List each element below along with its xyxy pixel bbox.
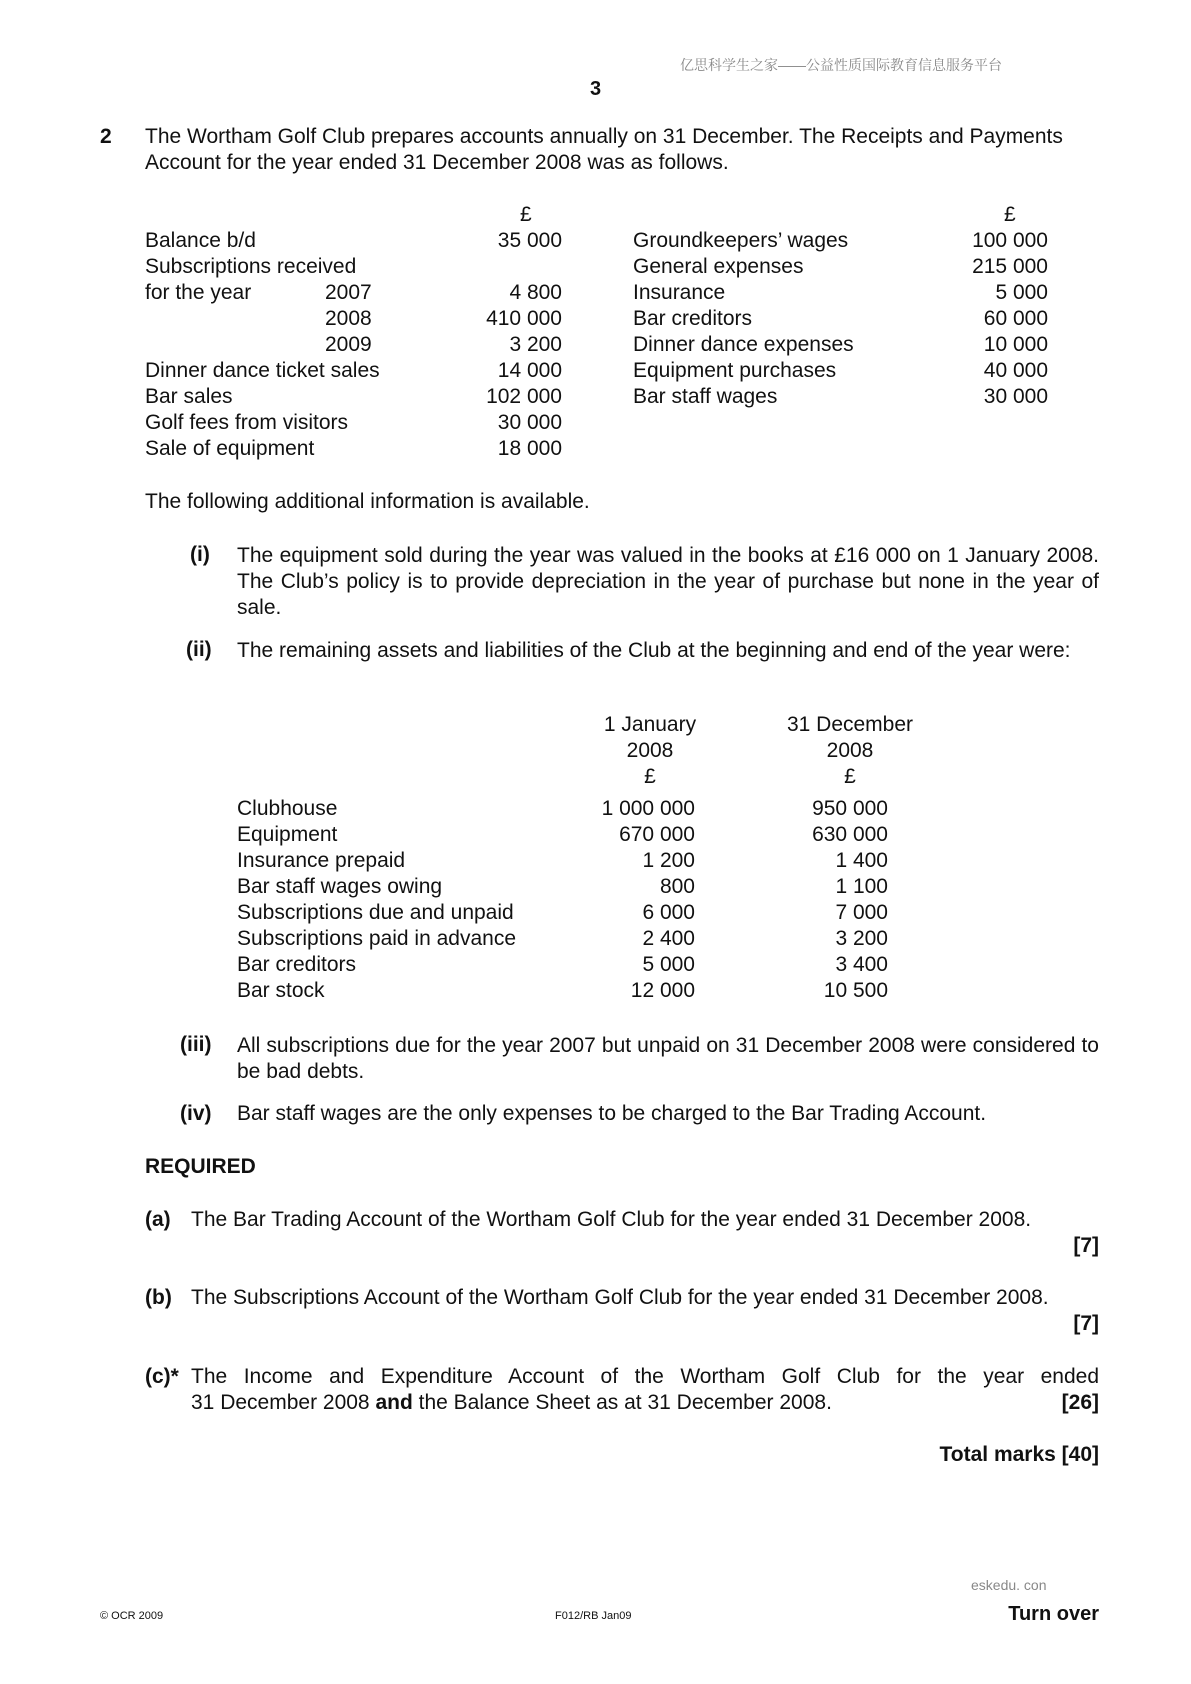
part-c-text-line2-pre: 31 December 2008 (191, 1391, 376, 1414)
additional-intro: The following additional information is available. (145, 490, 590, 513)
receipt-label: for the year (145, 281, 252, 304)
payment-label: General expenses (633, 255, 804, 278)
payment-label: Groundkeepers’ wages (633, 229, 849, 252)
balance-start: 800 (659, 875, 695, 898)
question-intro-line2: Account for the year ended 31 December 2008 was as follows. (145, 151, 729, 174)
balance-end: 10 500 (823, 979, 888, 1002)
part-b-label: (b) (145, 1286, 172, 1309)
balance-label: Clubhouse (237, 797, 338, 820)
part-a-marks: [7] (1073, 1234, 1099, 1257)
header-watermark: 亿思科学生之家——公益性质国际教育信息服务平台 (680, 57, 1002, 73)
balances-col1-currency: £ (644, 765, 656, 788)
receipt-label: Balance b/d (145, 229, 256, 252)
balance-label: Bar staff wages owing (237, 875, 443, 898)
part-c-text-line2-and: and (375, 1391, 413, 1414)
payments-currency: £ (1004, 203, 1016, 226)
receipt-amount: 14 000 (497, 359, 562, 382)
page-number: 3 (590, 78, 602, 100)
part-c-text-line2 (191, 1391, 832, 1415)
balances-col1-line1: 1 January (603, 713, 697, 736)
part-a-label: (a) (145, 1208, 171, 1231)
part-c-text-line2-post: the Balance Sheet as at 31 December 2008. (412, 1391, 832, 1414)
balance-start: 1 200 (642, 849, 695, 872)
balance-end: 7 000 (835, 901, 888, 924)
balance-start: 5 000 (642, 953, 695, 976)
payment-amount: 215 000 (972, 255, 1048, 278)
payment-amount: 60 000 (983, 307, 1048, 330)
balance-end: 3 200 (835, 927, 888, 950)
item-ii-label: (ii) (186, 638, 212, 661)
item-ii-text: The remaining assets and liabilities of the Club at the beginning and end of the year were: (237, 639, 1071, 662)
question-number: 2 (100, 125, 112, 148)
total-marks: Total marks [40] (939, 1443, 1099, 1466)
question-intro-line1: The Wortham Golf Club prepares accounts annually on 31 December. The Receipts and Payments (145, 125, 1063, 148)
item-iv-label: (iv) (180, 1102, 212, 1125)
payment-amount: 10 000 (983, 333, 1048, 356)
balance-end: 630 000 (812, 823, 888, 846)
balance-end: 1 100 (835, 875, 888, 898)
receipt-amount: 18 000 (497, 437, 562, 460)
receipt-amount: 30 000 (497, 411, 562, 434)
receipt-amount: 3 200 (509, 333, 562, 356)
payment-label: Insurance (633, 281, 726, 304)
receipt-label: Golf fees from visitors (145, 411, 349, 434)
part-a-text: The Bar Trading Account of the Wortham Golf Club for the year ended 31 December 2008. (191, 1208, 1032, 1231)
part-c-marks: [26] (1061, 1391, 1099, 1414)
payment-amount: 5 000 (995, 281, 1048, 304)
balance-start: 12 000 (630, 979, 695, 1002)
balances-col2-currency: £ (844, 765, 856, 788)
part-b-text: The Subscriptions Account of the Wortham Golf Club for the year ended 31 December 2008. (191, 1286, 1049, 1309)
payment-label: Dinner dance expenses (633, 333, 854, 356)
receipt-year: 2008 (325, 307, 372, 330)
receipt-amount: 102 000 (486, 385, 562, 408)
payment-amount: 40 000 (983, 359, 1048, 382)
receipt-amount: 4 800 (509, 281, 562, 304)
payment-label: Bar creditors (633, 307, 753, 330)
receipt-label: Bar sales (145, 385, 233, 408)
receipt-amount: 410 000 (486, 307, 562, 330)
balance-label: Bar creditors (237, 953, 357, 976)
item-i-text: The equipment sold during the year was valued in the books at £16 000 on 1 January 2008. The Club’s policy is to provide depreciation in the year of purchase but none in the year of sale. (237, 544, 1099, 619)
turn-over: Turn over (1008, 1603, 1099, 1625)
footer-code: F012/RB Jan09 (555, 1610, 632, 1622)
balance-start: 670 000 (619, 823, 695, 846)
item-iii-label: (iii) (180, 1033, 212, 1056)
payment-label: Bar staff wages (633, 385, 778, 408)
receipt-year: 2007 (325, 281, 372, 304)
item-i-label: (i) (190, 543, 210, 566)
balance-label: Subscriptions paid in advance (237, 927, 517, 950)
item-iii-text: All subscriptions due for the year 2007 but unpaid on 31 December 2008 were considered to be bad debts. (237, 1034, 1099, 1083)
balance-label: Subscriptions due and unpaid (237, 901, 514, 924)
footer-copyright: © OCR 2009 (100, 1610, 164, 1622)
balance-end: 3 400 (835, 953, 888, 976)
part-c-label: (c)* (145, 1365, 179, 1388)
receipt-label: Dinner dance ticket sales (145, 359, 380, 382)
balance-end: 1 400 (835, 849, 888, 872)
part-b-marks: [7] (1073, 1312, 1099, 1335)
balance-label: Insurance prepaid (237, 849, 406, 872)
item-iv-text: Bar staff wages are the only expenses to be charged to the Bar Trading Account. (237, 1102, 987, 1125)
balances-col2-line2: 2008 (826, 739, 874, 762)
receipt-label: Sale of equipment (145, 437, 315, 460)
receipt-amount: 35 000 (497, 229, 562, 252)
balance-end: 950 000 (812, 797, 888, 820)
balances-col2-line1: 31 December (786, 713, 914, 736)
required-heading: REQUIRED (145, 1155, 256, 1178)
balance-label: Bar stock (237, 979, 325, 1002)
footer-watermark: eskedu. con (971, 1577, 1047, 1593)
payment-amount: 30 000 (983, 385, 1048, 408)
payment-label: Equipment purchases (633, 359, 837, 382)
receipt-year: 2009 (325, 333, 372, 356)
balance-start: 2 400 (642, 927, 695, 950)
balance-start: 1 000 000 (601, 797, 695, 820)
balance-start: 6 000 (642, 901, 695, 924)
payment-amount: 100 000 (972, 229, 1048, 252)
receipt-label: Subscriptions received (145, 255, 357, 278)
balance-label: Equipment (237, 823, 338, 846)
balances-col1-line2: 2008 (626, 739, 674, 762)
receipts-currency: £ (520, 203, 532, 226)
part-c-text-line1: The Income and Expenditure Account of the Wortham Golf Club for the year ended (191, 1365, 1099, 1388)
